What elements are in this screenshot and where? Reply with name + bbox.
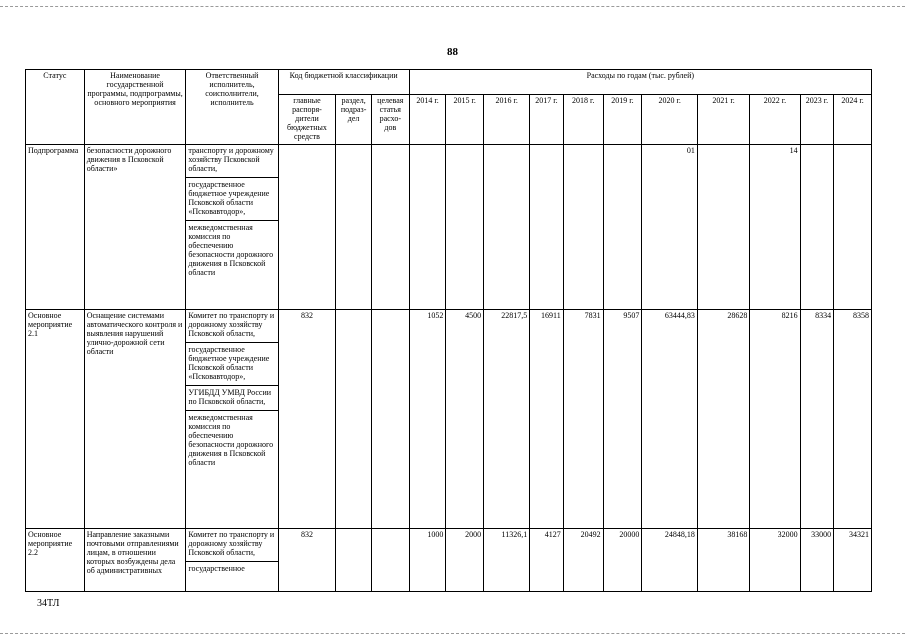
header-main-managers: главные распоря- дители бюджетных средств — [278, 95, 336, 145]
row-section-code — [336, 529, 372, 592]
table-row — [26, 310, 872, 529]
header-year-2016: 2016 г. — [484, 95, 530, 145]
row-name: Оснащение системами автоматического контроля и выявления нарушений улично-дорожной сети области — [84, 310, 186, 529]
header-year-2017: 2017 г. — [530, 95, 564, 145]
header-year-2019: 2019 г. — [603, 95, 642, 145]
value-2022: 8216 — [750, 310, 800, 529]
value-2024: 34321 — [834, 529, 872, 592]
value-2018: 7831 — [563, 310, 603, 529]
value-2017 — [530, 145, 564, 310]
value-2021: 38168 — [697, 529, 749, 592]
header-year-2022: 2022 г. — [750, 95, 800, 145]
responsible-entry: УГИБДД УМВД России по Псковской области, — [186, 385, 277, 410]
row-name: Направление заказными почтовыми отправлениями лицам, в отношении которых возбуждены дела об административных — [84, 529, 186, 592]
value-2022: 14 — [750, 145, 800, 310]
header-expenses: Расходы по годам (тыс. рублей) — [409, 70, 871, 95]
table-row — [26, 145, 872, 310]
responsible-entry: государственное бюджетное учреждение Псковской области «Псковавтодор», — [186, 342, 277, 385]
header-status: Статус — [26, 70, 85, 145]
value-2023: 33000 — [800, 529, 834, 592]
header-target-article: целевая статья расхо- дов — [371, 95, 409, 145]
value-2021: 28628 — [697, 310, 749, 529]
row-responsible — [186, 310, 278, 529]
row-main-manager-code: 832 — [278, 310, 336, 529]
responsible-entry: транспорту и дорожному хозяйству Псковской области, — [188, 146, 274, 173]
value-2021 — [697, 145, 749, 310]
page-number: 88 — [447, 46, 458, 58]
row-status: Основное мероприятие 2.1 — [26, 310, 85, 529]
value-2019: 20000 — [603, 529, 642, 592]
value-2017: 4127 — [530, 529, 564, 592]
row-main-manager-code: 832 — [278, 529, 336, 592]
value-2016: 22817,5 — [484, 310, 530, 529]
value-2023: 8334 — [800, 310, 834, 529]
value-2018 — [563, 145, 603, 310]
scan-edge-top — [0, 6, 905, 7]
value-2016: 11326,1 — [484, 529, 530, 592]
row-status: Подпрограмма — [26, 145, 85, 310]
header-year-2024: 2024 г. — [834, 95, 872, 145]
header-year-2021: 2021 г. — [697, 95, 749, 145]
value-2022: 32000 — [750, 529, 800, 592]
header-year-2014: 2014 г. — [409, 95, 446, 145]
value-2020: 63444,83 — [642, 310, 698, 529]
header-year-2015: 2015 г. — [446, 95, 484, 145]
value-2014: 1052 — [409, 310, 446, 529]
responsible-entry: государственное бюджетное учреждение Псковской области «Псковавтодор», — [186, 177, 277, 220]
header-year-2020: 2020 г. — [642, 95, 698, 145]
responsible-entry: Комитет по транспорту и дорожному хозяйству Псковской области, — [188, 530, 275, 557]
row-target-code — [371, 145, 409, 310]
value-2019: 9507 — [603, 310, 642, 529]
value-2015 — [446, 145, 484, 310]
value-2015: 2000 — [446, 529, 484, 592]
value-2019 — [603, 145, 642, 310]
row-responsible — [186, 145, 278, 310]
header-budget-code: Код бюджетной классификации — [278, 70, 409, 95]
value-2016 — [484, 145, 530, 310]
responsible-entry: межведомственная комиссия по обеспечению безопасности дорожного движения в Псковской области — [186, 410, 277, 471]
table-row — [26, 529, 872, 592]
value-2014 — [409, 145, 446, 310]
row-responsible — [186, 529, 278, 592]
header-year-2023: 2023 г. — [800, 95, 834, 145]
row-main-manager-code — [278, 145, 336, 310]
row-section-code — [336, 145, 372, 310]
header-year-2018: 2018 г. — [563, 95, 603, 145]
header-section: раздел, подраз- дел — [336, 95, 372, 145]
row-name: безопасности дорожного движения в Псковской области» — [84, 145, 186, 310]
responsible-entry: межведомственная комиссия по обеспечению безопасности дорожного движения в Псковской области — [186, 220, 277, 281]
value-2024 — [834, 145, 872, 310]
responsible-entry: государственное — [186, 561, 277, 577]
value-2018: 20492 — [563, 529, 603, 592]
value-2020: 24848,18 — [642, 529, 698, 592]
scan-edge-bottom — [0, 633, 905, 634]
footer-code: 34ТЛ — [37, 598, 60, 609]
budget-table — [25, 69, 872, 592]
value-2023 — [800, 145, 834, 310]
value-2015: 4500 — [446, 310, 484, 529]
value-2014: 1000 — [409, 529, 446, 592]
row-section-code — [336, 310, 372, 529]
responsible-entry: Комитет по транспорту и дорожному хозяйству Псковской области, — [188, 311, 275, 338]
value-2020: 01 — [642, 145, 698, 310]
value-2024: 8358 — [834, 310, 872, 529]
row-target-code — [371, 529, 409, 592]
value-2017: 16911 — [530, 310, 564, 529]
header-name: Наименование государственной программы, подпрограммы, основного мероприятия — [84, 70, 186, 145]
row-target-code — [371, 310, 409, 529]
header-responsible: Ответственный исполнитель, соисполнители, исполнитель — [186, 70, 278, 145]
row-status: Основное мероприятие 2.2 — [26, 529, 85, 592]
